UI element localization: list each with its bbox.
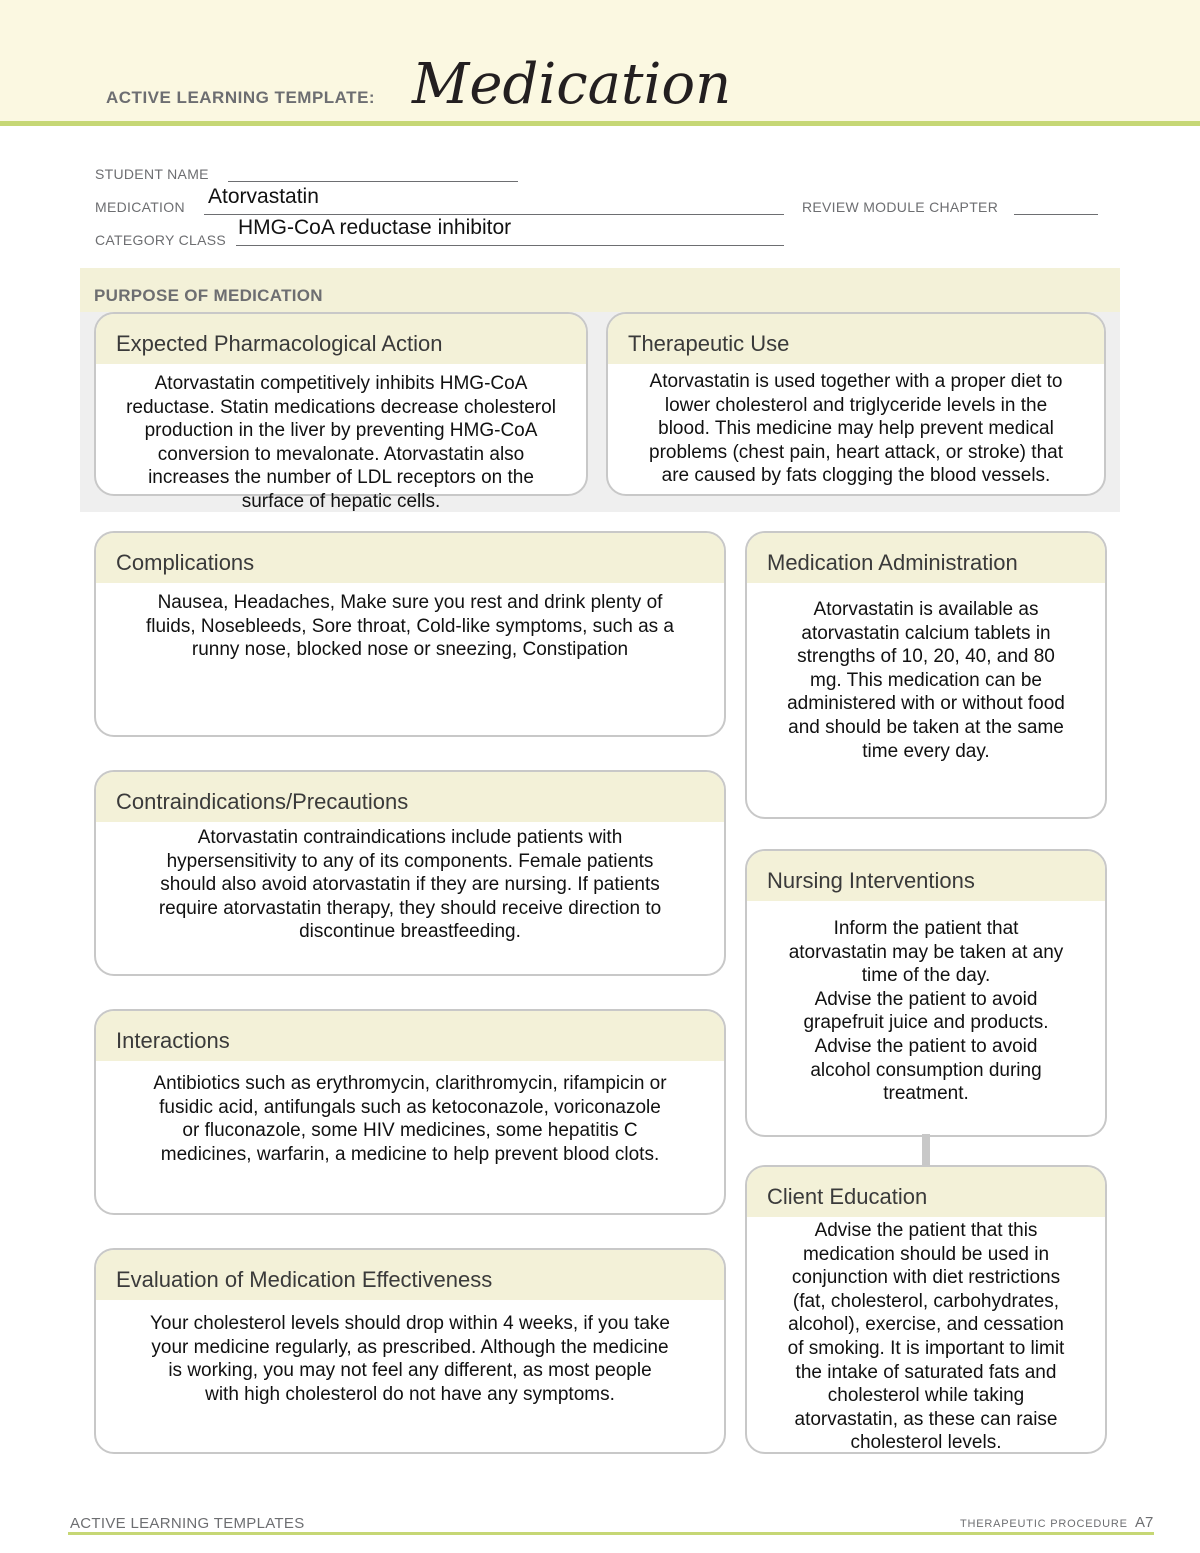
nursing-box	[745, 849, 1107, 1137]
student-name-line[interactable]	[228, 181, 518, 182]
therapeutic-use-text[interactable]: Atorvastatin is used together with a proper diet to lower cholesterol and triglyceride levels in the blood. This medicine may help prevent medical problems (chest pain, heart attack, or stroke) that are caused by fats clogging the blood vessels.	[649, 371, 1063, 487]
nursing-header	[747, 851, 1105, 901]
client-ed-box	[745, 1165, 1107, 1454]
client-ed-header	[747, 1167, 1105, 1217]
therapeutic-use-title: Therapeutic Use	[628, 331, 790, 356]
category-class-value[interactable]: HMG-CoA reductase inhibitor	[238, 216, 512, 239]
pharm-action-text[interactable]: Atorvastatin competitively inhibits HMG-CoA reductase. Statin medications decrease cholesterol production in the liver by preventing HMG-CoA conversion to mevalonate. Atorvastatin also increases the number of LDL receptors on the surface of hepatic cells.	[126, 373, 556, 512]
complications-box	[94, 531, 726, 737]
contraindications-header	[96, 772, 724, 822]
footer-left: ACTIVE LEARNING TEMPLATES	[70, 1515, 305, 1532]
complications-header	[96, 533, 724, 583]
student-name-label: STUDENT NAME	[95, 166, 209, 182]
medication-value[interactable]: Atorvastatin	[208, 185, 319, 208]
medication-line[interactable]	[204, 214, 784, 215]
interactions-box	[94, 1009, 726, 1215]
interactions-title: Interactions	[116, 1028, 230, 1053]
client-ed-title: Client Education	[767, 1184, 928, 1209]
med-admin-text[interactable]: Atorvastatin is available as atorvastatin calcium tablets in strengths of 10, 20, 40, and 80 mg. This medication can be administered with or without food and should be taken at the same time every day.	[787, 599, 1065, 762]
pharm-action-title: Expected Pharmacological Action	[116, 331, 443, 356]
connector-bar	[922, 1134, 930, 1166]
header-rule	[0, 121, 1200, 126]
evaluation-box	[94, 1248, 726, 1454]
interactions-header	[96, 1011, 724, 1061]
purpose-label: PURPOSE OF MEDICATION	[94, 286, 323, 305]
therapeutic-use-box	[606, 312, 1106, 496]
category-class-label: CATEGORY CLASS	[95, 232, 227, 248]
complications-title: Complications	[116, 550, 255, 575]
contraindications-box	[94, 770, 726, 976]
medication-label: MEDICATION	[95, 199, 185, 215]
footer-rule	[68, 1532, 1154, 1535]
template-label: ACTIVE LEARNING TEMPLATE:	[106, 88, 376, 107]
med-admin-title: Medication Administration	[767, 550, 1018, 575]
contraindications-text[interactable]: Atorvastatin contraindications include patients with hypersensitivity to any of its components. Female patients should also avoid atorvastatin if they are nursing. If patients require atorvastatin therapy, they should receive direction to discontinue breastfeeding.	[158, 827, 662, 943]
evaluation-title: Evaluation of Medication Effectiveness	[116, 1267, 493, 1292]
complications-text[interactable]: Nausea, Headaches, Make sure you rest and drink plenty of fluids, Nosebleeds, Sore throat, Cold-like symptoms, such as a runny nose, blocked nose or sneezing, Constipation	[145, 592, 674, 661]
nursing-text[interactable]: Inform the patient that atorvastatin may be taken at any time of the day. Advise the patient to avoid grapefruit juice and products. Advise the patient to avoid alcohol consumption during treatment.	[788, 918, 1064, 1105]
page-number: A7	[1135, 1514, 1154, 1531]
client-ed-text[interactable]: Advise the patient that this medication should be used in conjunction with diet restrictions (fat, cholesterol, carbohydrates, alcohol), exercise, and cessation of smoking. It is important to limit the intake of saturated fats and cholesterol while taking atorvastatin, as these can raise cholesterol levels.	[787, 1220, 1065, 1454]
footer-right: THERAPEUTIC PROCEDURE	[960, 1518, 1128, 1530]
page-title: Medication	[412, 52, 732, 117]
review-module-line[interactable]	[1014, 214, 1098, 215]
contraindications-title: Contraindications/Precautions	[116, 789, 409, 814]
med-admin-box	[745, 531, 1107, 819]
category-class-line[interactable]	[236, 245, 784, 246]
pharm-action-box	[94, 312, 588, 512]
interactions-text[interactable]: Antibiotics such as erythromycin, clarithromycin, rifampicin or fusidic acid, antifungals such as ketoconazole, voriconazole or fluconazole, some HIV medicines, some hepatitis C medicines, warfarin, a medicine to help prevent blood clots.	[153, 1073, 667, 1165]
evaluation-text[interactable]: Your cholesterol levels should drop within 4 weeks, if you take your medicine regularly, as prescribed. Although the medicine is working, you may not feel any different, as most people with high cholesterol do not have any symptoms.	[150, 1313, 670, 1405]
review-module-label: REVIEW MODULE CHAPTER	[802, 199, 999, 215]
med-admin-header	[747, 533, 1105, 583]
therapeutic-use-header	[608, 314, 1104, 364]
pharm-action-header	[96, 314, 586, 364]
evaluation-header	[96, 1250, 724, 1300]
nursing-title: Nursing Interventions	[767, 868, 975, 893]
